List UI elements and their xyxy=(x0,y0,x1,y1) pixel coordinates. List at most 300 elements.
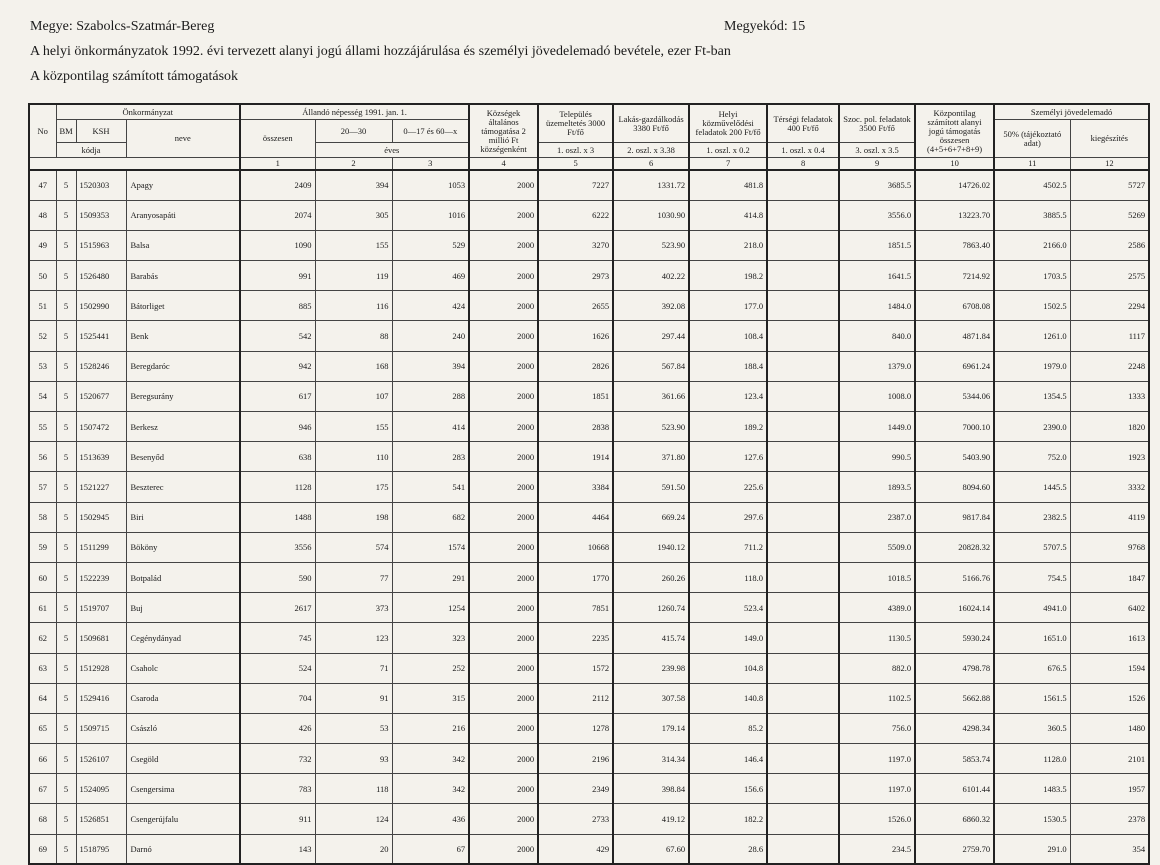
cell-ksh: 1509715 xyxy=(76,713,126,743)
cell-osszesen: 143 xyxy=(240,834,315,864)
col-age-0-17: 0—17 és 60—x xyxy=(392,120,469,143)
cell-age-0-17: 315 xyxy=(392,683,469,713)
col-szja-50: 50% (tájékoztató adat) xyxy=(994,120,1070,158)
cell-bm: 5 xyxy=(56,412,76,442)
cell-kozponti: 5403.90 xyxy=(915,442,994,472)
cell-telepules: 2733 xyxy=(538,804,613,834)
cell-kiegeszites: 1613 xyxy=(1070,623,1149,653)
cell-lakas: 361.66 xyxy=(613,381,689,411)
cell-kozsegek: 2000 xyxy=(469,774,538,804)
cell-ksh: 1524095 xyxy=(76,774,126,804)
col-szoc-formula: 3. oszl. x 3.5 xyxy=(839,143,915,158)
cell-helyi: 188.4 xyxy=(689,351,767,381)
cell-helyi: 177.0 xyxy=(689,291,767,321)
cell-kozponti: 8094.60 xyxy=(915,472,994,502)
cell-age-0-17: 342 xyxy=(392,744,469,774)
cell-kiegeszites: 5269 xyxy=(1070,200,1149,230)
cell-szja-50: 291.0 xyxy=(994,834,1070,864)
table-row xyxy=(29,472,1149,502)
col-num-11: 11 xyxy=(994,158,1070,171)
cell-kozponti: 7214.92 xyxy=(915,261,994,291)
cell-kiegeszites: 2586 xyxy=(1070,230,1149,260)
cell-ksh: 1525441 xyxy=(76,321,126,351)
cell-name: Besenyőd xyxy=(126,442,240,472)
cell-osszesen: 2074 xyxy=(240,200,315,230)
cell-tersegi xyxy=(767,804,839,834)
cell-ksh: 1511299 xyxy=(76,532,126,562)
table-row xyxy=(29,351,1149,381)
cell-age-20-30: 110 xyxy=(315,442,392,472)
cell-szja-50: 1354.5 xyxy=(994,381,1070,411)
cell-name: Csengersima xyxy=(126,774,240,804)
col-num-12: 12 xyxy=(1070,158,1149,171)
cell-ksh: 1519707 xyxy=(76,593,126,623)
cell-helyi: 225.6 xyxy=(689,472,767,502)
cell-tersegi xyxy=(767,261,839,291)
cell-name: Császló xyxy=(126,713,240,743)
cell-telepules: 6222 xyxy=(538,200,613,230)
cell-name: Cegénydányad xyxy=(126,623,240,653)
cell-kozponti: 5344.06 xyxy=(915,381,994,411)
cell-lakas: 260.26 xyxy=(613,562,689,592)
cell-tersegi xyxy=(767,834,839,864)
col-num-4: 4 xyxy=(469,158,538,171)
cell-bm: 5 xyxy=(56,351,76,381)
col-onkormanyzat: Önkormányzat xyxy=(56,104,240,120)
cell-lakas: 314.34 xyxy=(613,744,689,774)
cell-name: Darnó xyxy=(126,834,240,864)
cell-age-0-17: 1254 xyxy=(392,593,469,623)
cell-osszesen: 3556 xyxy=(240,532,315,562)
cell-age-0-17: 436 xyxy=(392,804,469,834)
cell-age-0-17: 323 xyxy=(392,623,469,653)
cell-age-20-30: 119 xyxy=(315,261,392,291)
table-row xyxy=(29,532,1149,562)
cell-ksh: 1528246 xyxy=(76,351,126,381)
cell-age-20-30: 574 xyxy=(315,532,392,562)
cell-telepules: 429 xyxy=(538,834,613,864)
cell-no: 54 xyxy=(29,381,56,411)
cell-kozsegek: 2000 xyxy=(469,170,538,200)
cell-bm: 5 xyxy=(56,562,76,592)
table-row xyxy=(29,381,1149,411)
col-num-1: 1 xyxy=(240,158,315,171)
cell-age-20-30: 124 xyxy=(315,804,392,834)
cell-name: Bátorliget xyxy=(126,291,240,321)
cell-bm: 5 xyxy=(56,502,76,532)
cell-no: 68 xyxy=(29,804,56,834)
col-helyi: Helyi közművelődési feladatok 200 Ft/fő xyxy=(689,104,767,143)
col-kozponti: Központilag számított alanyi jogú támogatás összesen (4+5+6+7+8+9) xyxy=(915,104,994,158)
cell-no: 56 xyxy=(29,442,56,472)
cell-szja-50: 1651.0 xyxy=(994,623,1070,653)
col-telepules-formula: 1. oszl. x 3 xyxy=(538,143,613,158)
cell-tersegi xyxy=(767,502,839,532)
cell-szoc: 3685.5 xyxy=(839,170,915,200)
cell-helyi: 85.2 xyxy=(689,713,767,743)
cell-kiegeszites: 1333 xyxy=(1070,381,1149,411)
cell-kozponti: 7000.10 xyxy=(915,412,994,442)
cell-lakas: 523.90 xyxy=(613,412,689,442)
cell-bm: 5 xyxy=(56,744,76,774)
cell-kozponti: 6101.44 xyxy=(915,774,994,804)
table-row xyxy=(29,412,1149,442)
cell-bm: 5 xyxy=(56,230,76,260)
cell-bm: 5 xyxy=(56,170,76,200)
cell-lakas: 1331.72 xyxy=(613,170,689,200)
col-num-9: 9 xyxy=(839,158,915,171)
cell-szoc: 3556.0 xyxy=(839,200,915,230)
cell-no: 67 xyxy=(29,774,56,804)
cell-szoc: 1197.0 xyxy=(839,774,915,804)
table-row xyxy=(29,291,1149,321)
cell-helyi: 414.8 xyxy=(689,200,767,230)
cell-kozsegek: 2000 xyxy=(469,442,538,472)
col-age-20-30: 20—30 xyxy=(315,120,392,143)
cell-kozsegek: 2000 xyxy=(469,412,538,442)
cell-szoc: 234.5 xyxy=(839,834,915,864)
cell-no: 49 xyxy=(29,230,56,260)
cell-age-20-30: 373 xyxy=(315,593,392,623)
cell-osszesen: 1128 xyxy=(240,472,315,502)
cell-ksh: 1509353 xyxy=(76,200,126,230)
cell-osszesen: 885 xyxy=(240,291,315,321)
cell-bm: 5 xyxy=(56,291,76,321)
cell-kozponti: 6708.08 xyxy=(915,291,994,321)
cell-bm: 5 xyxy=(56,623,76,653)
cell-age-0-17: 283 xyxy=(392,442,469,472)
subsidy-table xyxy=(28,103,1150,865)
cell-no: 65 xyxy=(29,713,56,743)
cell-ksh: 1520303 xyxy=(76,170,126,200)
cell-ksh: 1507472 xyxy=(76,412,126,442)
cell-kozponti: 5166.76 xyxy=(915,562,994,592)
cell-helyi: 218.0 xyxy=(689,230,767,260)
cell-tersegi xyxy=(767,170,839,200)
cell-age-20-30: 53 xyxy=(315,713,392,743)
cell-bm: 5 xyxy=(56,321,76,351)
cell-bm: 5 xyxy=(56,532,76,562)
cell-age-20-30: 107 xyxy=(315,381,392,411)
cell-telepules: 2235 xyxy=(538,623,613,653)
cell-kozponti: 4798.78 xyxy=(915,653,994,683)
cell-kozsegek: 2000 xyxy=(469,291,538,321)
cell-no: 59 xyxy=(29,532,56,562)
cell-bm: 5 xyxy=(56,683,76,713)
cell-no: 51 xyxy=(29,291,56,321)
cell-name: Csaroda xyxy=(126,683,240,713)
cell-name: Csaholc xyxy=(126,653,240,683)
cell-szja-50: 2382.5 xyxy=(994,502,1070,532)
cell-kiegeszites: 354 xyxy=(1070,834,1149,864)
cell-helyi: 127.6 xyxy=(689,442,767,472)
cell-tersegi xyxy=(767,381,839,411)
col-eves: éves xyxy=(315,143,469,158)
cell-helyi: 711.2 xyxy=(689,532,767,562)
cell-age-20-30: 198 xyxy=(315,502,392,532)
cell-helyi: 140.8 xyxy=(689,683,767,713)
cell-no: 69 xyxy=(29,834,56,864)
cell-kiegeszites: 2248 xyxy=(1070,351,1149,381)
table-body xyxy=(29,170,1149,864)
cell-telepules: 3270 xyxy=(538,230,613,260)
cell-osszesen: 590 xyxy=(240,562,315,592)
cell-helyi: 481.8 xyxy=(689,170,767,200)
cell-szoc: 1130.5 xyxy=(839,623,915,653)
table-row xyxy=(29,744,1149,774)
cell-no: 61 xyxy=(29,593,56,623)
cell-kozsegek: 2000 xyxy=(469,683,538,713)
cell-age-20-30: 155 xyxy=(315,230,392,260)
col-ksh: KSH xyxy=(76,120,126,143)
cell-kiegeszites: 4119 xyxy=(1070,502,1149,532)
cell-age-20-30: 123 xyxy=(315,623,392,653)
cell-helyi: 123.4 xyxy=(689,381,767,411)
table-row xyxy=(29,774,1149,804)
cell-osszesen: 991 xyxy=(240,261,315,291)
cell-lakas: 419.12 xyxy=(613,804,689,834)
cell-lakas: 371.80 xyxy=(613,442,689,472)
cell-helyi: 118.0 xyxy=(689,562,767,592)
cell-szoc: 5509.0 xyxy=(839,532,915,562)
cell-lakas: 523.90 xyxy=(613,230,689,260)
cell-szja-50: 1445.5 xyxy=(994,472,1070,502)
table-row xyxy=(29,593,1149,623)
cell-bm: 5 xyxy=(56,653,76,683)
cell-lakas: 67.60 xyxy=(613,834,689,864)
cell-name: Csegöld xyxy=(126,744,240,774)
cell-ksh: 1526480 xyxy=(76,261,126,291)
cell-telepules: 4464 xyxy=(538,502,613,532)
cell-ksh: 1526851 xyxy=(76,804,126,834)
cell-lakas: 669.24 xyxy=(613,502,689,532)
cell-lakas: 239.98 xyxy=(613,653,689,683)
table-row xyxy=(29,502,1149,532)
cell-lakas: 591.50 xyxy=(613,472,689,502)
cell-name: Beszterec xyxy=(126,472,240,502)
cell-telepules: 2838 xyxy=(538,412,613,442)
cell-kozponti: 2759.70 xyxy=(915,834,994,864)
cell-tersegi xyxy=(767,593,839,623)
cell-osszesen: 745 xyxy=(240,623,315,653)
cell-kiegeszites: 2575 xyxy=(1070,261,1149,291)
cell-osszesen: 542 xyxy=(240,321,315,351)
cell-no: 64 xyxy=(29,683,56,713)
cell-kozsegek: 2000 xyxy=(469,562,538,592)
cell-bm: 5 xyxy=(56,442,76,472)
table-row xyxy=(29,261,1149,291)
cell-tersegi xyxy=(767,653,839,683)
cell-tersegi xyxy=(767,291,839,321)
cell-telepules: 1278 xyxy=(538,713,613,743)
cell-age-20-30: 168 xyxy=(315,351,392,381)
cell-osszesen: 638 xyxy=(240,442,315,472)
cell-szoc: 1893.5 xyxy=(839,472,915,502)
cell-lakas: 415.74 xyxy=(613,623,689,653)
cell-telepules: 7227 xyxy=(538,170,613,200)
cell-tersegi xyxy=(767,562,839,592)
cell-kiegeszites: 1594 xyxy=(1070,653,1149,683)
cell-kozsegek: 2000 xyxy=(469,593,538,623)
cell-kozponti: 5853.74 xyxy=(915,744,994,774)
cell-age-20-30: 175 xyxy=(315,472,392,502)
cell-osszesen: 617 xyxy=(240,381,315,411)
cell-kozponti: 4871.84 xyxy=(915,321,994,351)
col-bm: BM xyxy=(56,120,76,143)
cell-name: Csengerújfalu xyxy=(126,804,240,834)
cell-helyi: 182.2 xyxy=(689,804,767,834)
cell-name: Apagy xyxy=(126,170,240,200)
table-row xyxy=(29,321,1149,351)
cell-ksh: 1502945 xyxy=(76,502,126,532)
cell-telepules: 1851 xyxy=(538,381,613,411)
cell-telepules: 7851 xyxy=(538,593,613,623)
cell-no: 55 xyxy=(29,412,56,442)
col-num-blank xyxy=(29,158,240,171)
cell-name: Botpalád xyxy=(126,562,240,592)
cell-kozsegek: 2000 xyxy=(469,321,538,351)
cell-osszesen: 426 xyxy=(240,713,315,743)
col-num-8: 8 xyxy=(767,158,839,171)
cell-kozponti: 13223.70 xyxy=(915,200,994,230)
cell-ksh: 1529416 xyxy=(76,683,126,713)
cell-bm: 5 xyxy=(56,200,76,230)
cell-szja-50: 1261.0 xyxy=(994,321,1070,351)
cell-kozsegek: 2000 xyxy=(469,200,538,230)
cell-kozponti: 6961.24 xyxy=(915,351,994,381)
cell-lakas: 402.22 xyxy=(613,261,689,291)
col-num-5: 5 xyxy=(538,158,613,171)
col-num-10: 10 xyxy=(915,158,994,171)
cell-no: 52 xyxy=(29,321,56,351)
cell-name: Barabás xyxy=(126,261,240,291)
cell-age-0-17: 288 xyxy=(392,381,469,411)
document-subtitle: A központilag számított támogatások xyxy=(30,69,239,84)
cell-kiegeszites: 1957 xyxy=(1070,774,1149,804)
cell-szja-50: 2166.0 xyxy=(994,230,1070,260)
cell-tersegi xyxy=(767,351,839,381)
cell-bm: 5 xyxy=(56,804,76,834)
cell-tersegi xyxy=(767,774,839,804)
cell-lakas: 567.84 xyxy=(613,351,689,381)
cell-telepules: 2349 xyxy=(538,774,613,804)
cell-szoc: 2387.0 xyxy=(839,502,915,532)
cell-lakas: 1030.90 xyxy=(613,200,689,230)
cell-ksh: 1515963 xyxy=(76,230,126,260)
cell-kiegeszites: 5727 xyxy=(1070,170,1149,200)
cell-tersegi xyxy=(767,744,839,774)
table-row xyxy=(29,562,1149,592)
cell-tersegi xyxy=(767,230,839,260)
col-neve: neve xyxy=(126,120,240,158)
cell-age-20-30: 116 xyxy=(315,291,392,321)
cell-szoc: 882.0 xyxy=(839,653,915,683)
cell-ksh: 1509681 xyxy=(76,623,126,653)
cell-name: Bököny xyxy=(126,532,240,562)
cell-szja-50: 4941.0 xyxy=(994,593,1070,623)
cell-kozponti: 5662.88 xyxy=(915,683,994,713)
cell-szja-50: 752.0 xyxy=(994,442,1070,472)
cell-age-0-17: 394 xyxy=(392,351,469,381)
cell-helyi: 156.6 xyxy=(689,774,767,804)
cell-age-20-30: 20 xyxy=(315,834,392,864)
table-row xyxy=(29,713,1149,743)
cell-no: 63 xyxy=(29,653,56,683)
table-row xyxy=(29,653,1149,683)
cell-kozponti: 20828.32 xyxy=(915,532,994,562)
cell-age-0-17: 1053 xyxy=(392,170,469,200)
cell-kozsegek: 2000 xyxy=(469,532,538,562)
cell-tersegi xyxy=(767,683,839,713)
col-num-3: 3 xyxy=(392,158,469,171)
cell-age-0-17: 414 xyxy=(392,412,469,442)
cell-telepules: 1914 xyxy=(538,442,613,472)
col-nepesseg: Állandó népesség 1991. jan. 1. xyxy=(240,104,469,120)
cell-helyi: 149.0 xyxy=(689,623,767,653)
cell-age-20-30: 71 xyxy=(315,653,392,683)
cell-telepules: 2826 xyxy=(538,351,613,381)
cell-ksh: 1512928 xyxy=(76,653,126,683)
cell-no: 57 xyxy=(29,472,56,502)
cell-age-20-30: 305 xyxy=(315,200,392,230)
cell-age-0-17: 682 xyxy=(392,502,469,532)
cell-lakas: 1260.74 xyxy=(613,593,689,623)
cell-kozsegek: 2000 xyxy=(469,230,538,260)
cell-age-20-30: 88 xyxy=(315,321,392,351)
table-row xyxy=(29,230,1149,260)
table-row xyxy=(29,804,1149,834)
cell-age-20-30: 394 xyxy=(315,170,392,200)
cell-szja-50: 1530.5 xyxy=(994,804,1070,834)
cell-tersegi xyxy=(767,200,839,230)
cell-szja-50: 2390.0 xyxy=(994,412,1070,442)
col-szja: Személyi jövedelemadó xyxy=(994,104,1149,120)
cell-kozponti: 5930.24 xyxy=(915,623,994,653)
col-szoc: Szoc. pol. feladatok 3500 Ft/fő xyxy=(839,104,915,143)
cell-szoc: 990.5 xyxy=(839,442,915,472)
cell-szja-50: 754.5 xyxy=(994,562,1070,592)
cell-lakas: 179.14 xyxy=(613,713,689,743)
cell-osszesen: 524 xyxy=(240,653,315,683)
cell-no: 66 xyxy=(29,744,56,774)
cell-szja-50: 1979.0 xyxy=(994,351,1070,381)
cell-kozponti: 16024.14 xyxy=(915,593,994,623)
cell-name: Benk xyxy=(126,321,240,351)
cell-age-0-17: 67 xyxy=(392,834,469,864)
cell-szja-50: 1703.5 xyxy=(994,261,1070,291)
cell-bm: 5 xyxy=(56,261,76,291)
cell-szja-50: 5707.5 xyxy=(994,532,1070,562)
cell-kiegeszites: 9768 xyxy=(1070,532,1149,562)
cell-kozsegek: 2000 xyxy=(469,261,538,291)
county-code: Megyekód: 15 xyxy=(724,19,806,34)
cell-tersegi xyxy=(767,532,839,562)
cell-kiegeszites: 1923 xyxy=(1070,442,1149,472)
cell-age-20-30: 93 xyxy=(315,744,392,774)
cell-ksh: 1521227 xyxy=(76,472,126,502)
cell-osszesen: 732 xyxy=(240,744,315,774)
cell-ksh: 1518795 xyxy=(76,834,126,864)
table-row xyxy=(29,683,1149,713)
col-num-6: 6 xyxy=(613,158,689,171)
cell-telepules: 1770 xyxy=(538,562,613,592)
cell-no: 58 xyxy=(29,502,56,532)
cell-no: 53 xyxy=(29,351,56,381)
cell-szja-50: 1502.5 xyxy=(994,291,1070,321)
cell-szoc: 1102.5 xyxy=(839,683,915,713)
cell-lakas: 307.58 xyxy=(613,683,689,713)
col-kiegeszites: kiegészítés xyxy=(1070,120,1149,158)
